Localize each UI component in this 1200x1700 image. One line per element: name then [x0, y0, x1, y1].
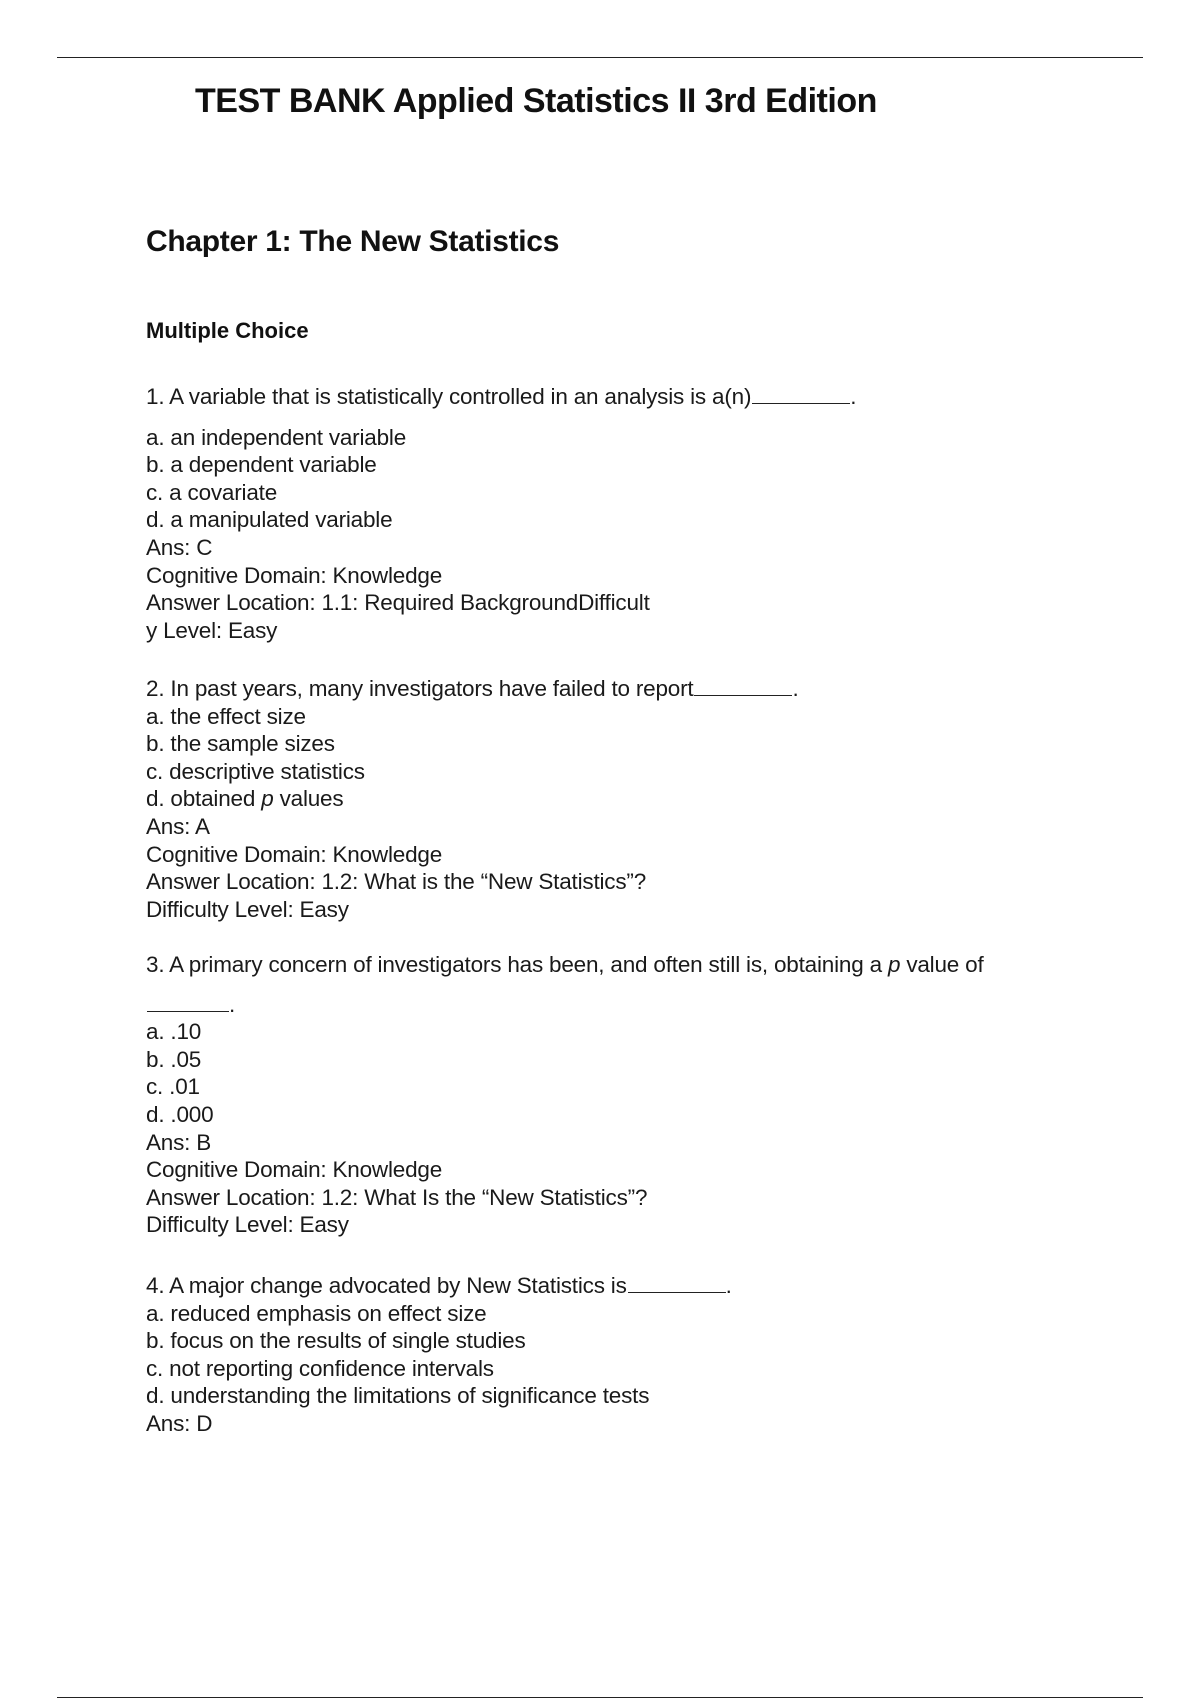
bottom-rule	[57, 1697, 1143, 1698]
answer-key: Ans: D	[146, 1410, 213, 1436]
answer-blank	[752, 381, 850, 404]
question-2	[146, 673, 799, 923]
option-c: c. .01	[146, 1074, 200, 1100]
document-title: TEST BANK Applied Statistics II 3rd Edition	[195, 82, 877, 120]
option-b: b. the sample sizes	[146, 731, 335, 757]
option-a: a. .10	[146, 1019, 202, 1045]
option-c: c. not reporting confidence intervals	[146, 1355, 494, 1381]
answer-key: Ans: B	[146, 1129, 212, 1155]
answer-blank	[147, 989, 229, 1012]
question-4	[146, 1270, 732, 1438]
option-a: a. an independent variable	[146, 424, 407, 450]
blank-line: .	[146, 989, 984, 1019]
question-stem: 3. A primary concern of investigators has been, and often still is, obtaining a p value of	[146, 952, 984, 977]
question-1	[146, 381, 856, 644]
option-list	[146, 703, 799, 813]
question-stem: 4. A major change advocated by New Statistics is .	[146, 1270, 732, 1300]
answer-key: Ans: A	[146, 813, 210, 839]
option-list	[146, 1018, 984, 1128]
difficulty-level: Difficulty Level: Easy	[146, 896, 349, 922]
option-d: d. a manipulated variable	[146, 507, 393, 533]
option-list	[146, 1300, 732, 1410]
answer-location: Answer Location: 1.2: What Is the “New Statistics”?	[146, 1184, 648, 1210]
difficulty-level: Difficulty Level: Easy	[146, 1212, 349, 1238]
option-b: b. .05	[146, 1046, 202, 1072]
difficulty-level: y Level: Easy	[146, 617, 278, 643]
option-d: d. understanding the limitations of significance tests	[146, 1383, 650, 1409]
option-b: b. a dependent variable	[146, 452, 377, 478]
chapter-title: Chapter 1: The New Statistics	[146, 225, 560, 258]
option-b: b. focus on the results of single studies	[146, 1328, 526, 1354]
question-stem: 2. In past years, many investigators have failed to report .	[146, 673, 799, 703]
section-heading: Multiple Choice	[146, 318, 309, 343]
answer-key: Ans: C	[146, 534, 213, 560]
option-d: d. obtained p values	[146, 786, 344, 812]
option-a: a. reduced emphasis on effect size	[146, 1300, 487, 1326]
option-list	[146, 424, 856, 534]
top-rule	[57, 57, 1143, 58]
answer-location: Answer Location: 1.1: Required BackgroundDifficult	[146, 590, 650, 616]
option-a: a. the effect size	[146, 703, 306, 729]
cognitive-domain: Cognitive Domain: Knowledge	[146, 841, 443, 867]
answer-blank	[694, 673, 792, 696]
answer-blank	[628, 1270, 726, 1293]
option-c: c. descriptive statistics	[146, 758, 365, 784]
cognitive-domain: Cognitive Domain: Knowledge	[146, 562, 443, 588]
question-3	[146, 951, 984, 1239]
option-d: d. .000	[146, 1101, 214, 1127]
cognitive-domain: Cognitive Domain: Knowledge	[146, 1157, 443, 1183]
question-stem: 1. A variable that is statistically controlled in an analysis is a(n) .	[146, 381, 856, 411]
answer-location: Answer Location: 1.2: What is the “New Statistics”?	[146, 869, 647, 895]
option-c: c. a covariate	[146, 479, 278, 505]
